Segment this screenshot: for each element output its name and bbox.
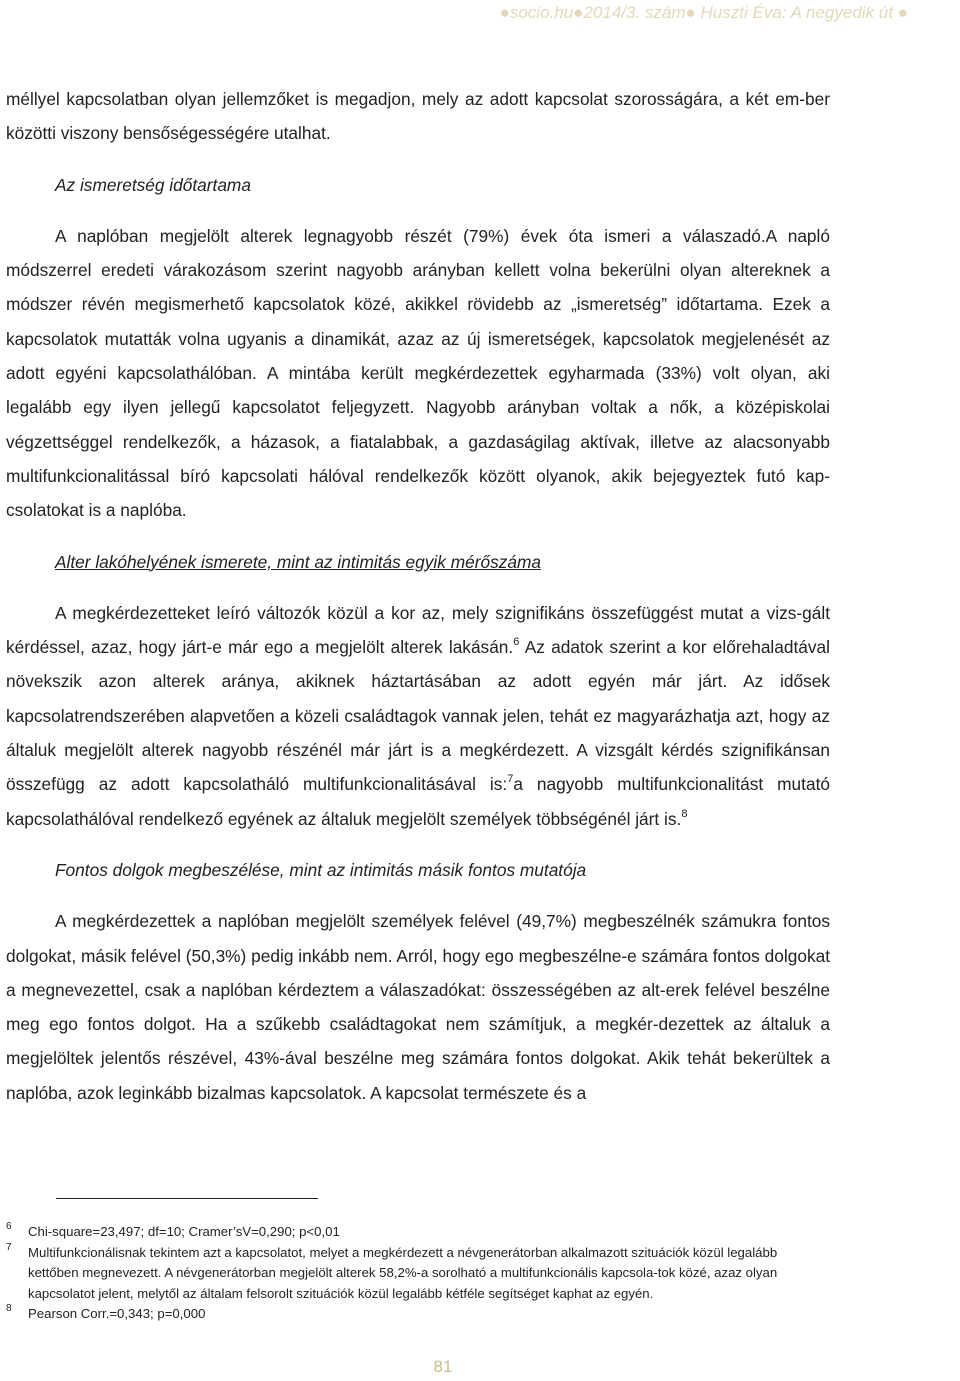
paragraph-duration: A naplóban megjelölt alterek legnagyobb részét (79%) évek óta ismeri a válaszadó.A napló módszerrel eredeti várakozásom szerint nagyobb arányban kellett volna bekerülni olyan altereknek a módszer révén megismerhető kapcsolatok közé, akikkel rövidebb az „ismeretség” időtartama. Ezek a kapcsolatok mutatták volna ugyanis a dinamikát, azaz az új ismeretségek, kapcsolatok megjelenését az adott egyéni kapcsolathálóban. A mintába került megkérdezettek egyharmada (33%) volt olyan, aki legalább egy ilyen jellegű kapcsolatot feljegyzett. Nagyobb arányban voltak a nők, a középiskolai végzettséggel rendelkezők, a házasok, a fiatalabbak, a gazdaságilag aktívak, illetve az alacsonyabb multifunkcionalitással bíró kapcsolati hálóval rendelkezők között olyanok, akik bejegyeztek futó kap-csolatokat is a naplóba. (6, 225, 830, 521)
header-bullet: ● (499, 3, 510, 22)
footnote-6 (6, 1222, 826, 1243)
paragraph-residence-part2: Az adatok szerint a kor előrehaladtával növekszik azon alterek aránya, akiknek háztartásában az adott egyén már járt. Az idősek kapcsolatrendszerében alapvetően a közeli családtagok vannak jelen, tehát ez magyarázhatja azt, hogy az általuk megjelölt alterek nagyobb részénél már járt is a megkérdezett. A vizsgált kérdés szignifikánsan összefügg az adott kapcsolatháló multifunkcionalitásával is: (6, 637, 830, 795)
footnote-ref-7[interactable]: 7 (507, 773, 514, 786)
paragraph-residence-part3: a nagyobb multifunkcionalitást mutató kapcsolathálóval rendelkező egyének az általuk megjelölt személyek többségénél járt is. (6, 774, 830, 829)
footnote-ref-6[interactable]: 6 (513, 636, 520, 649)
header-bullet: ● (897, 3, 908, 22)
section-heading-duration: Az ismeretség időtartama (55, 174, 251, 195)
header-site: socio.hu (509, 3, 574, 22)
footnote-7 (6, 1243, 826, 1305)
section-heading-discussion: Fontos dolgok megbeszélése, mint az intimitás másik fontos mutatója (55, 859, 587, 880)
header-bullet: ● (685, 3, 696, 22)
footnote-divider (56, 1198, 318, 1199)
header-issue: 2014/3. szám (583, 3, 686, 22)
page-number: 81 (433, 1357, 453, 1376)
paragraph-residence (6, 596, 830, 836)
footnote-8 (6, 1304, 826, 1325)
paragraph-intro: méllyel kapcsolatban olyan jellemzőket is megadjon, mely az adott kapcsolat szorosságára, a két em-ber közötti viszony bensőségességére utalhat. (6, 89, 830, 144)
footnote-ref-8[interactable]: 8 (681, 807, 688, 820)
footnote-text: Chi-square=23,497; df=10; Cramer’sV=0,290; p<0,01 (28, 1224, 340, 1239)
header-bullet: ● (573, 3, 584, 22)
header-author-title: Huszti Éva: A negyedik út (700, 3, 893, 22)
footnote-mark: 8 (6, 1303, 12, 1314)
footnote-text: Multifunkcionálisnak tekintem azt a kapcsolatot, melyet a megkérdezett a névgenerátorban alkalmazott szituációk közül legalább kettőben megnevezett. A névgenerátorban megjelölt alterek 58,2%-a sorolható a multifunkcionális kapcsola-tok közé, azaz olyan kapcsolatot jelent, melytől az általam felsorolt szituációk közül legalább kétféle segítséget kaphat az egyén. (28, 1244, 778, 1301)
body-text (6, 82, 830, 1110)
paragraph-discussion: A megkérdezettek a naplóban megjelölt személyek felével (49,7%) megbeszélnék számukra fontos dolgokat, másik felével (50,3%) pedig inkább nem. Arról, hogy ego megbeszélne-e számára fontos dolgokat a megnevezettel, csak a naplóban kérdeztem a válaszadókat: összességében az alt-erek felével beszélne meg ego fontos dolgot. Ha a szűkebb családtagokat nem számítjuk, a megkér-dezettek az általuk a megjelöltek jelentős részével, 43%-ával beszélne meg számára fontos dolgokat. Akik tehát bekerültek a naplóba, azok leginkább bizalmas kapcsolatok. A kapcsolat természete és a (6, 911, 830, 1103)
paragraph-residence-part1: A megkérdezetteket leíró változók közül a kor az, mely szignifikáns összefüggést mutat a vizs-gált kérdéssel, azaz, hogy járt-e már ego a megjelölt alterek lakásán. (6, 602, 830, 658)
section-heading-residence-text: Alter lakóhelyének ismerete, mint az intimitás egyik mérőszáma (55, 551, 541, 572)
footnotes (6, 1222, 826, 1325)
footnote-mark: 6 (6, 1221, 12, 1232)
footnote-mark: 7 (6, 1241, 12, 1253)
section-heading-residence (6, 545, 830, 579)
footnote-text: Pearson Corr.=0,343; p=0,000 (28, 1306, 206, 1321)
running-header (0, 3, 960, 23)
